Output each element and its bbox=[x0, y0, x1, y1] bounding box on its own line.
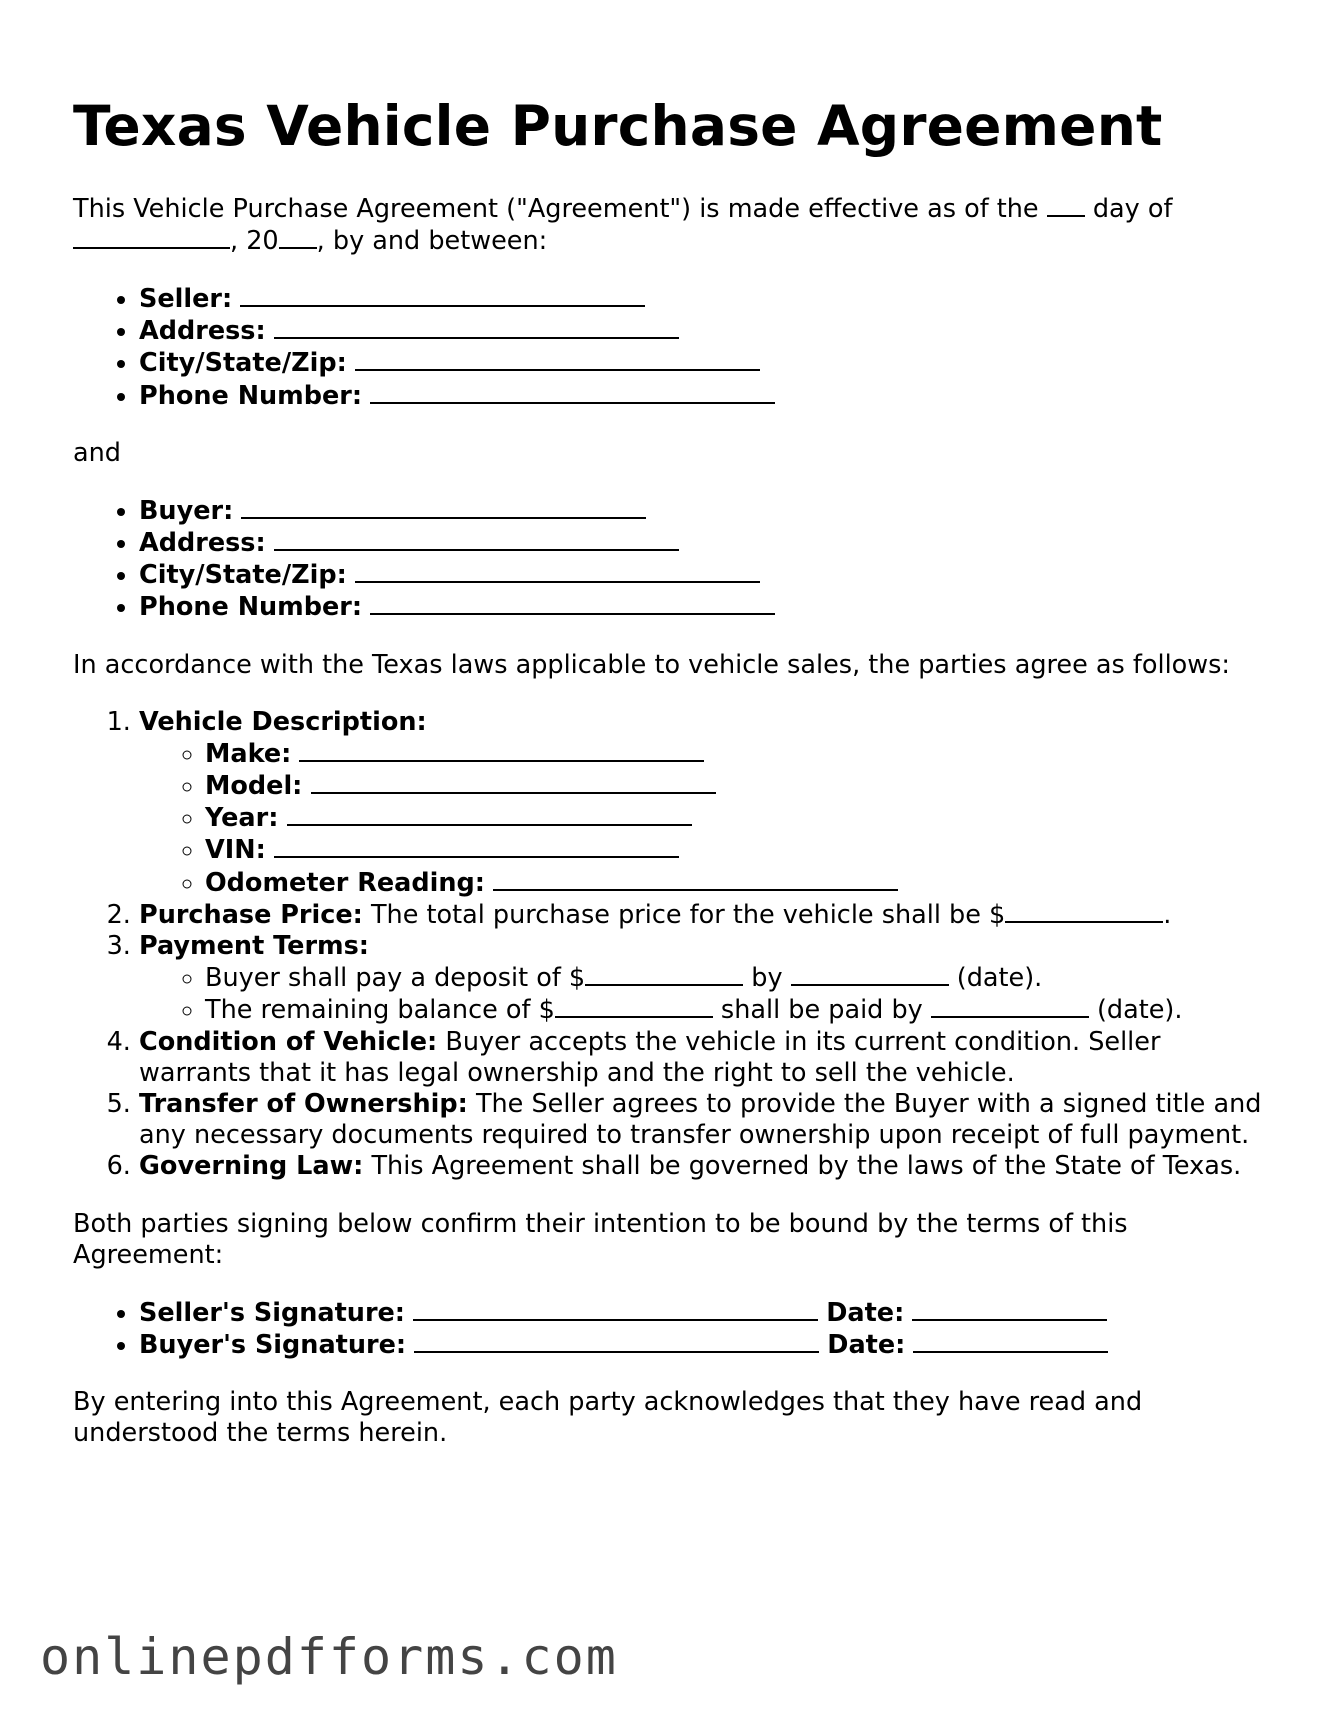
day-blank[interactable] bbox=[1047, 193, 1085, 217]
intro-paragraph bbox=[73, 193, 1273, 257]
model-blank[interactable] bbox=[311, 770, 716, 794]
buyer-info-list bbox=[73, 495, 1273, 624]
vehicle-make-item bbox=[205, 738, 1273, 770]
buyer-address-blank[interactable] bbox=[274, 527, 679, 551]
buyer-name-blank[interactable] bbox=[241, 495, 646, 519]
deposit-item bbox=[205, 962, 1273, 994]
field-label: Make: bbox=[205, 738, 292, 769]
term-text: The Seller agrees to provide the Buyer with a signed title and any necessary documents required to transfer ownership upon receipt of full payment. bbox=[139, 1089, 1262, 1151]
buyer-city-blank[interactable] bbox=[355, 559, 760, 583]
vehicle-odometer-item bbox=[205, 867, 1273, 899]
balance-by: shall be paid by bbox=[720, 995, 923, 1026]
signature-label: Seller's Signature: bbox=[139, 1297, 406, 1328]
buyer-date-blank[interactable] bbox=[913, 1329, 1108, 1353]
balance-item bbox=[205, 994, 1273, 1026]
signature-label: Buyer's Signature: bbox=[139, 1329, 407, 1360]
vehicle-year-item bbox=[205, 802, 1273, 834]
field-label: City/State/Zip: bbox=[139, 560, 347, 591]
deposit-text: Buyer shall pay a deposit of $ bbox=[205, 963, 586, 994]
closing-paragraph: By entering into this Agreement, each party acknowledges that they have read and understood the terms herein. bbox=[73, 1387, 1143, 1449]
vehicle-vin-item bbox=[205, 834, 1273, 866]
field-label: Address: bbox=[139, 316, 266, 347]
month-blank[interactable] bbox=[73, 225, 230, 249]
term-heading: Governing Law: bbox=[139, 1151, 364, 1182]
seller-address-item bbox=[139, 315, 1273, 347]
payment-terms-list bbox=[139, 962, 1273, 1026]
term-heading: Vehicle Description: bbox=[139, 706, 427, 737]
field-label: Phone Number: bbox=[139, 592, 363, 623]
seller-city-blank[interactable] bbox=[355, 347, 760, 371]
terms-list bbox=[73, 707, 1273, 1183]
deposit-amount-blank[interactable] bbox=[585, 962, 743, 986]
term-text: The total purchase price for the vehicle shall be $ bbox=[370, 899, 1006, 930]
intro-text: This Vehicle Purchase Agreement ("Agreement") is made effective as of the bbox=[73, 194, 1039, 224]
term-heading: Purchase Price: bbox=[139, 899, 363, 930]
deposit-by: by bbox=[751, 963, 783, 994]
term-governing-law bbox=[139, 1151, 1273, 1182]
buyer-name-item bbox=[139, 495, 1273, 527]
document-page bbox=[73, 88, 1273, 1449]
balance-text: The remaining balance of $ bbox=[205, 995, 555, 1026]
seller-name-item bbox=[139, 283, 1273, 315]
field-label: City/State/Zip: bbox=[139, 348, 347, 379]
balance-date-suffix: (date). bbox=[1096, 995, 1183, 1026]
term-heading: Condition of Vehicle: bbox=[139, 1026, 438, 1057]
seller-city-item bbox=[139, 347, 1273, 379]
field-label: Seller: bbox=[139, 284, 233, 314]
buyer-signature-blank[interactable] bbox=[414, 1329, 819, 1353]
field-label: Year: bbox=[205, 803, 279, 834]
term-transfer bbox=[139, 1089, 1273, 1151]
signature-list bbox=[73, 1297, 1273, 1361]
field-label: Buyer: bbox=[139, 495, 234, 526]
confirm-paragraph: Both parties signing below confirm their intention to be bound by the terms of this Agreement: bbox=[73, 1208, 1128, 1270]
buyer-phone-item bbox=[139, 591, 1273, 623]
seller-phone-item bbox=[139, 380, 1273, 412]
intro-year-prefix: , 20 bbox=[230, 226, 279, 256]
intro-tail: , by and between: bbox=[316, 226, 548, 256]
term-heading: Transfer of Ownership: bbox=[139, 1089, 468, 1120]
year-blank[interactable] bbox=[279, 225, 317, 249]
date-label: Date: bbox=[827, 1329, 906, 1360]
term-purchase-price: 2. Purchase Price: The total purchase price for the vehicle shall be $ . bbox=[139, 899, 1273, 931]
vehicle-fields-list bbox=[139, 738, 1273, 899]
term-heading: Payment Terms: bbox=[139, 931, 369, 962]
and-text: and bbox=[73, 437, 121, 468]
deposit-date-blank[interactable] bbox=[791, 962, 949, 986]
buyer-city-item bbox=[139, 559, 1273, 591]
seller-name-blank[interactable] bbox=[240, 283, 645, 307]
year-field-blank[interactable] bbox=[287, 802, 692, 826]
seller-signature-blank[interactable] bbox=[413, 1297, 818, 1321]
field-label: Address: bbox=[139, 528, 266, 559]
seller-info-list bbox=[73, 283, 1273, 412]
balance-amount-blank[interactable] bbox=[555, 994, 713, 1018]
seller-signature-item bbox=[139, 1297, 1273, 1329]
term-payment-terms bbox=[139, 931, 1273, 1027]
seller-phone-blank[interactable] bbox=[370, 380, 775, 404]
term-vehicle-description bbox=[139, 707, 1273, 899]
term-condition bbox=[139, 1027, 1273, 1089]
field-label: Odometer Reading: bbox=[205, 867, 485, 898]
field-label: Phone Number: bbox=[139, 380, 363, 411]
watermark-text: onlinepdfforms.com bbox=[40, 1628, 618, 1686]
seller-date-blank[interactable] bbox=[912, 1297, 1107, 1321]
balance-date-blank[interactable] bbox=[931, 994, 1089, 1018]
document-title: Texas Vehicle Purchase Agreement bbox=[73, 94, 1163, 158]
deposit-date-suffix: (date). bbox=[956, 963, 1043, 994]
accordance-paragraph: In accordance with the Texas laws applicable to vehicle sales, the parties agree as follows: bbox=[73, 649, 1231, 680]
seller-address-blank[interactable] bbox=[274, 315, 679, 339]
term-text: Buyer accepts the vehicle in its current condition. Seller warrants that it has legal ownership and the right to sell the vehicle. bbox=[139, 1026, 1161, 1088]
buyer-signature-item bbox=[139, 1329, 1273, 1361]
buyer-phone-blank[interactable] bbox=[370, 591, 775, 615]
field-label: Model: bbox=[205, 771, 303, 802]
make-blank[interactable] bbox=[299, 738, 704, 762]
date-label: Date: bbox=[826, 1297, 905, 1328]
term-text: This Agreement shall be governed by the laws of the State of Texas. bbox=[371, 1151, 1242, 1182]
odometer-blank[interactable] bbox=[493, 867, 898, 891]
intro-day-of: day of bbox=[1092, 194, 1173, 224]
field-label: VIN: bbox=[205, 835, 266, 866]
buyer-address-item bbox=[139, 527, 1273, 559]
price-blank[interactable] bbox=[1005, 899, 1163, 923]
vehicle-model-item bbox=[205, 770, 1273, 802]
vin-blank[interactable] bbox=[274, 834, 679, 858]
